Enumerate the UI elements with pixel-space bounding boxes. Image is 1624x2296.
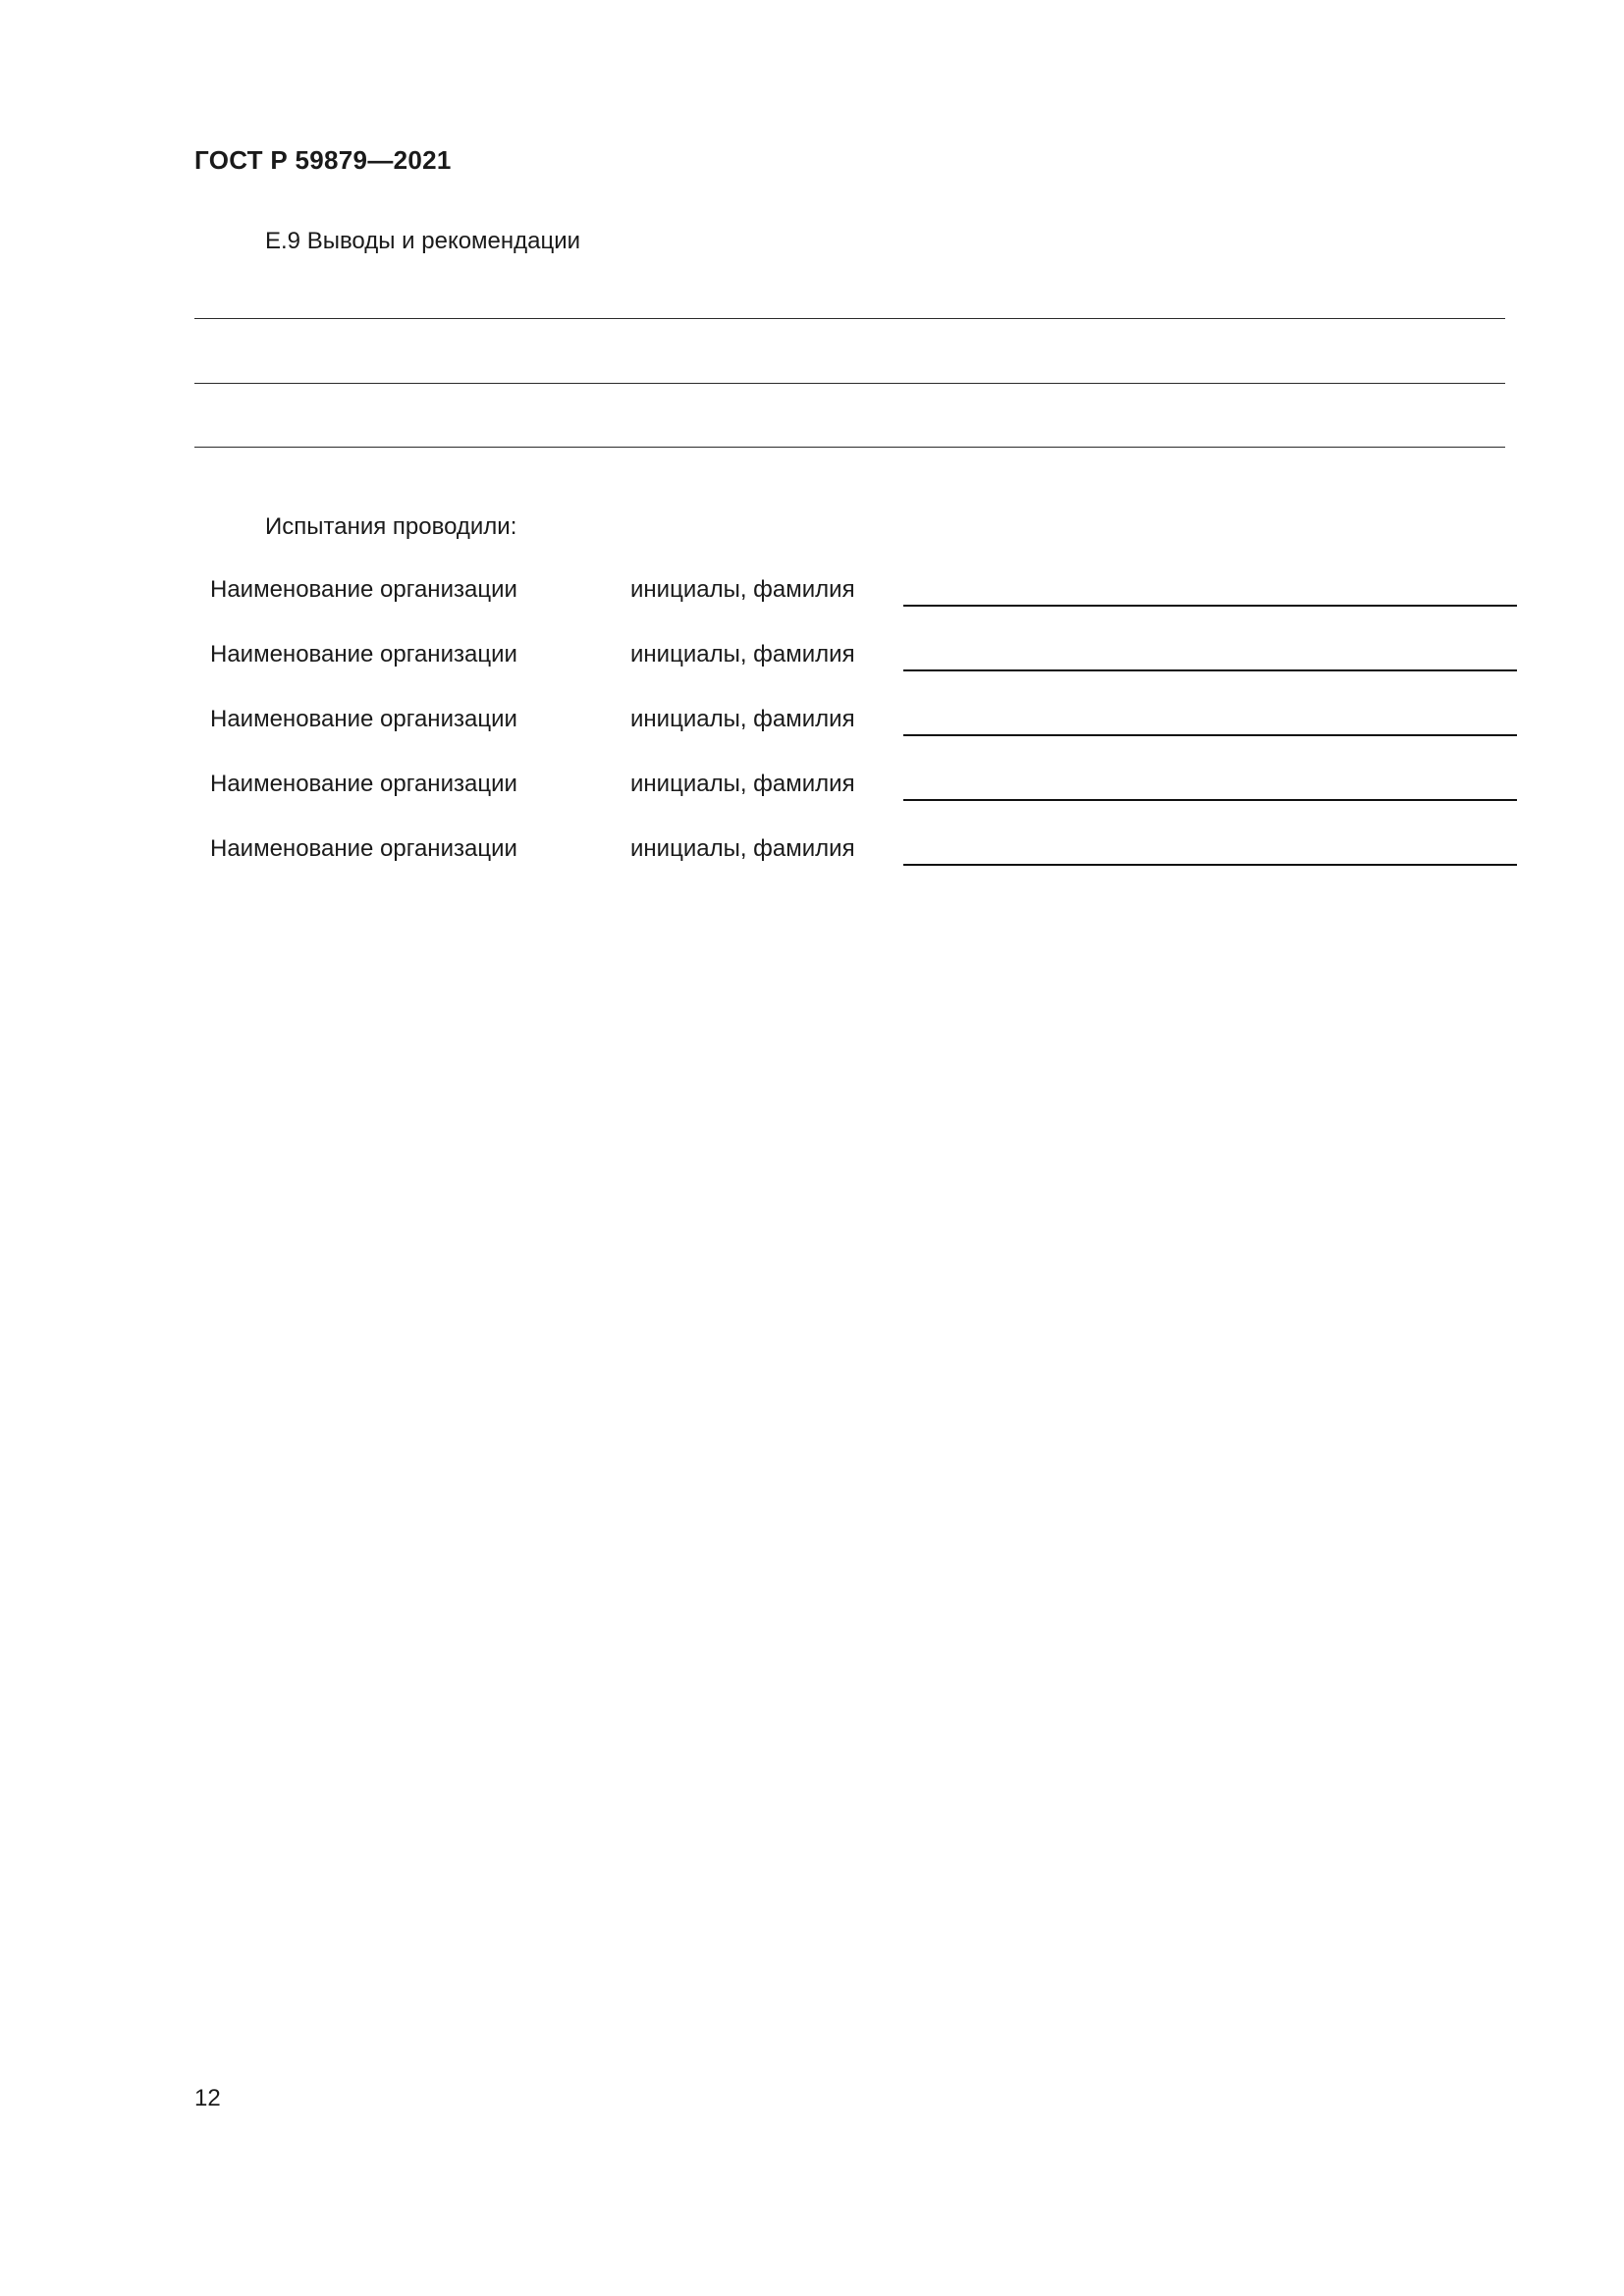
signature-row	[0, 708, 1624, 747]
page-number: 12	[194, 2085, 221, 2111]
conclusions-blank-line	[194, 447, 1505, 448]
signature-line	[903, 864, 1517, 866]
signature-row	[0, 578, 1624, 617]
organization-name: Наименование организации	[210, 771, 517, 797]
signature-line	[903, 799, 1517, 801]
conclusions-blank-line	[194, 318, 1505, 319]
person-initials-surname: инициалы, фамилия	[630, 771, 855, 797]
signature-row	[0, 773, 1624, 812]
signature-row	[0, 643, 1624, 682]
organization-name: Наименование организации	[210, 641, 517, 667]
document-code: ГОСТ Р 59879—2021	[194, 145, 452, 175]
person-initials-surname: инициалы, фамилия	[630, 641, 855, 667]
person-initials-surname: инициалы, фамилия	[630, 706, 855, 732]
signature-line	[903, 605, 1517, 607]
organization-name: Наименование организации	[210, 706, 517, 732]
signature-line	[903, 669, 1517, 671]
conclusions-blank-line	[194, 383, 1505, 384]
signature-row	[0, 837, 1624, 877]
signature-line	[903, 734, 1517, 736]
testers-label: Испытания проводили:	[265, 513, 517, 540]
organization-name: Наименование организации	[210, 835, 517, 862]
person-initials-surname: инициалы, фамилия	[630, 835, 855, 862]
section-title: Е.9 Выводы и рекомендации	[265, 228, 581, 254]
organization-name: Наименование организации	[210, 576, 517, 603]
person-initials-surname: инициалы, фамилия	[630, 576, 855, 603]
